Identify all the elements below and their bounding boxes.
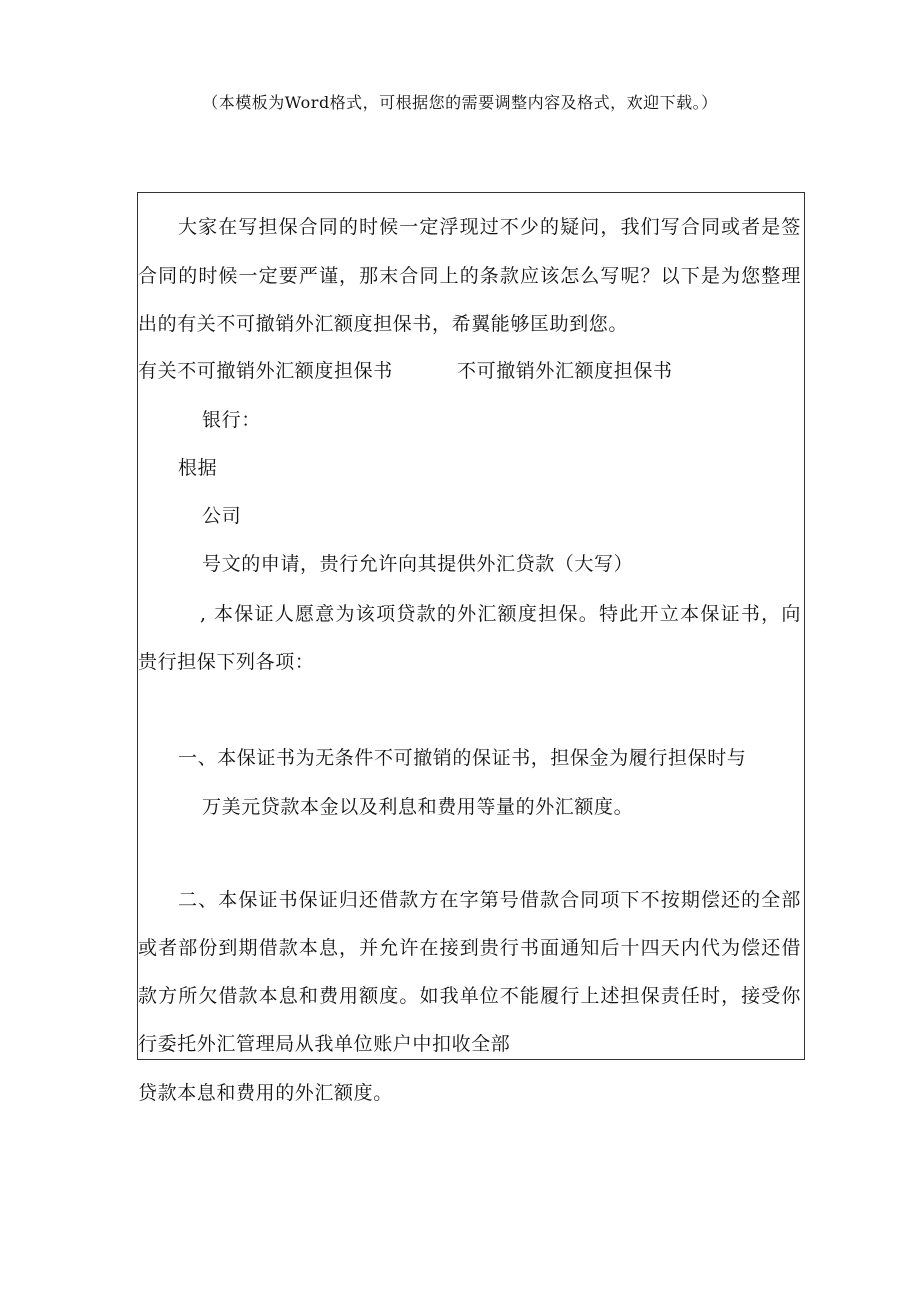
doc-title-right: 不可撤销外汇额度担保书 [457,360,673,382]
clause2-line-3: 款方所欠借款本息和费用额度。如我单位不能履行上述担保责任时，接受你 [138,985,801,1007]
clause1-line-2: 万美元贷款本金以及利息和费用等量的外汇额度。 [202,796,634,818]
basis-label: 根据 [178,457,218,479]
bank-salutation: 银行： [202,409,261,431]
request-line: 号文的申请，贵行允许向其提供外汇贷款（大写） [202,553,634,575]
clause2-line-4: 行委托外汇管理局从我单位账户中扣收全部 [138,1033,511,1055]
company-label: 公司 [202,505,242,527]
template-note: （本模板为Word格式，可根据您的需要调整内容及格式，欢迎下载。） [202,93,718,112]
clause1-line-1: 一、本保证书为无条件不可撤销的保证书，担保金为履行担保时与 [178,747,747,769]
intro-line-3: 出的有关不可撤销外汇额度担保书，希翼能够匡助到您。 [138,313,629,335]
clause2-line-2: 或者部份到期借款本息，并允许在接到贵行书面通知后十四天内代为偿还借 [138,937,801,959]
doc-title-left: 有关不可撤销外汇额度担保书 [138,360,393,382]
guarantee-line-2: 贵行担保下列各项： [138,651,315,673]
clause2-line-1: 二、本保证书保证归还借款方在字第号借款合同项下不按期偿还的全部 [178,889,801,911]
clause2-continuation: 贷款本息和费用的外汇额度。 [138,1082,393,1104]
intro-line-1: 大家在写担保合同的时候一定浮现过不少的疑问，我们写合同或者是签 [178,216,801,238]
intro-line-2: 合同的时候一定要严谨，那末合同上的条款应该怎么写呢？以下是为您整理 [138,265,801,287]
guarantee-line-1: , 本保证人愿意为该项贷款的外汇额度担保。特此开立本保证书，向 [200,603,801,625]
